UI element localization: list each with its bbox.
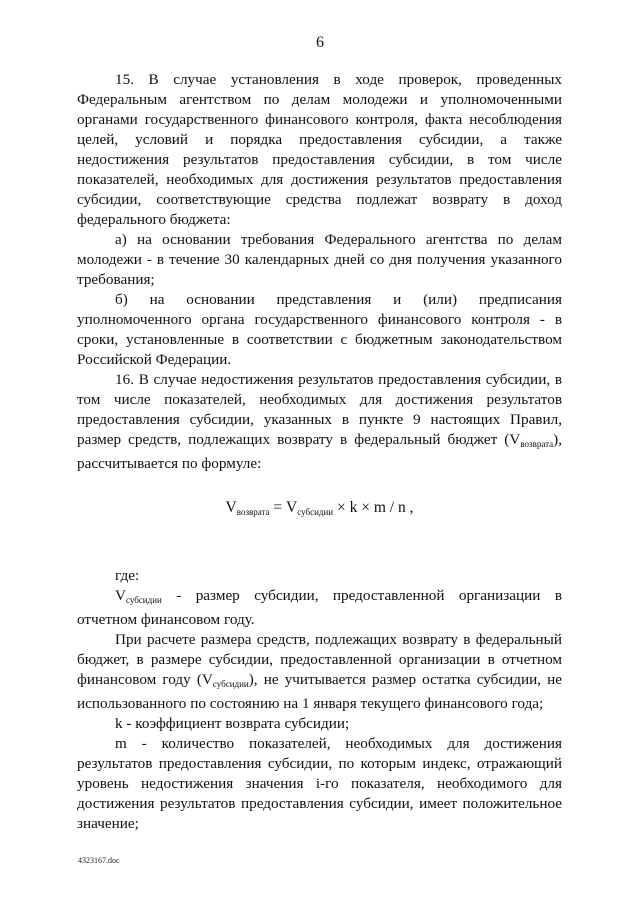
- formula-rhs-subscript: субсидии: [297, 507, 334, 517]
- return-formula: [77, 498, 562, 522]
- page-number: 6: [316, 34, 324, 51]
- calculation-note: [77, 630, 562, 714]
- paragraph-16-text: 16. В случае недостижения результатов предоставления субсидии, в том числе показателей, необходимых для достижения результатов предоставления субсидии, указанных в пункте 9 настоящих Правил, размер средств, подлежащих возврату в федеральный бюджет (V: [77, 371, 562, 448]
- paragraph-15-item-a: а) на основании требования Федерального агентства по делам молодежи - в течение 30 календарных дней со дня получения указанного требования;: [77, 231, 562, 288]
- formula-lhs: V: [225, 499, 237, 516]
- where-intro: где:: [115, 567, 140, 584]
- v-vozvrata-subscript: возврата: [520, 439, 554, 449]
- definition-k: k - коэффициент возврата субсидии;: [115, 715, 350, 732]
- definition-m: m - количество показателей, необходимых для достижения результатов предоставления субсидии, по которым индекс, отражающий уровень недостижения значения i-го показателя, необходимого для достижения результатов предоставления субсидии, имеет положительное значение;: [77, 735, 562, 832]
- calc-subscript: субсидии: [212, 679, 249, 689]
- v-subsidii-subscript: субсидии: [125, 595, 162, 605]
- definition-v-subsidii: [77, 586, 562, 630]
- calculation-note-end: ), не учитывается размер остатка субсидии, не использованного по состоянию на 1 января текущего финансового года;: [77, 671, 563, 712]
- document-body: [77, 70, 562, 834]
- formula-equals: = V: [269, 499, 298, 516]
- paragraph-15-item-b: б) на основании представления и (или) предписания уполномоченного органа государственного финансового контроля - в сроки, установленные в соответствии с бюджетным законодательством Российской Федерации.: [77, 291, 562, 368]
- formula-lhs-subscript: возврата: [236, 507, 270, 517]
- paragraph-16: [77, 370, 562, 474]
- paragraph-16-text-end: ), рассчитывается по формуле:: [77, 431, 562, 472]
- v-symbol: V: [115, 587, 126, 604]
- v-description: - размер субсидии, предоставленной организации в отчетном финансовом году.: [77, 587, 562, 628]
- paragraph-15: 15. В случае установления в ходе проверок, проведенных Федеральным агентством по делам молодежи и уполномоченными органами государственного финансового контроля, факта несоблюдения целей, условий и порядка предоставления субсидии, а также недостижения результатов предоставления субсидии, в том числе показателей, необходимых для достижения результатов предоставления субсидии, соответствующие средства подлежат возврату в доход федерального бюджета:: [77, 71, 562, 228]
- calculation-note-text: При расчете размера средств, подлежащих возврату в федеральный бюджет, в размере субсидии, предоставленной организации в отчетном финансовом году (V: [77, 631, 562, 688]
- file-name-footer: 4323167.doc: [78, 856, 120, 865]
- formula-rest: × k × m / n ,: [333, 499, 414, 516]
